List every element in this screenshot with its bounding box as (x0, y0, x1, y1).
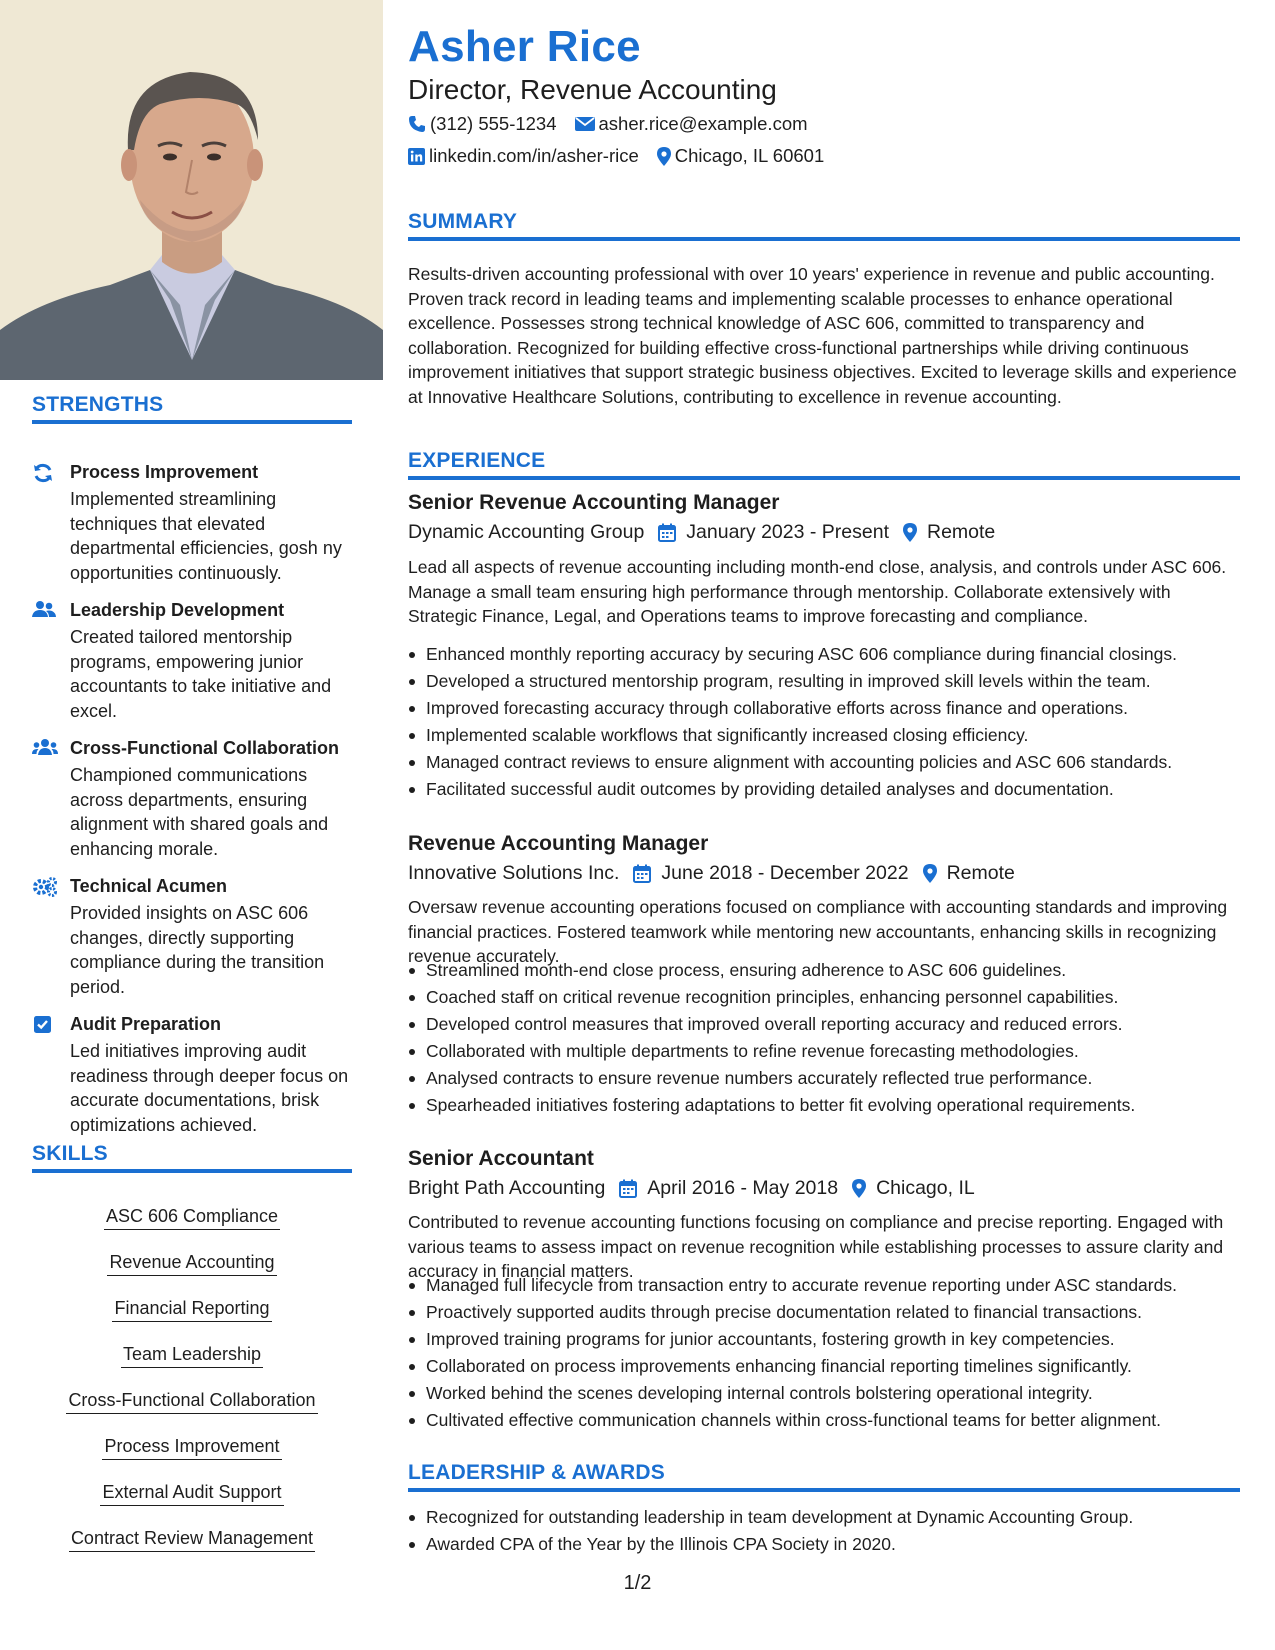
job-description: Lead all aspects of revenue accounting including month-end close, analysis, and controls under ASC 606. Manage a small team ensuring high performance through mentorship. Collaborate extensively with Strategic Finance, Legal, and Operations teams to improve forecasting and compliance. (408, 557, 1227, 626)
awards-list (408, 1504, 1240, 1558)
job-achievements (408, 957, 1240, 1119)
summary-heading: SUMMARY (408, 210, 1240, 241)
skill-item: Team Leadership (121, 1341, 263, 1368)
phone-contact[interactable] (408, 113, 557, 135)
company-name: Innovative Solutions Inc. (408, 862, 620, 884)
achievement-item: Coached staff on critical revenue recognition principles, enhancing personnel capabilities. (408, 984, 1240, 1011)
experience-heading: EXPERIENCE (408, 449, 1240, 480)
job-meta (408, 521, 1009, 544)
summary-text: Results-driven accounting professional with over 10 years' experience in revenue and public accounting. Proven track record in leading teams and implementing scalable processes to enhance operational excellence. Possesses strong technical knowledge of ASC 606, committed to transparency and collaboration. Recognized for building effective cross-functional partnerships while driving continuous improvement initiatives that support strategic business objectives. Excited to leverage skills and experience at Innovative Healthcare Solutions, contributing to excellence in revenue accounting. (408, 264, 1237, 407)
users-icon (32, 600, 56, 622)
achievement-item: Facilitated successful audit outcomes by providing detailed analyses and documentation. (408, 776, 1240, 803)
strength-title: Technical Acumen (70, 876, 228, 896)
job-location-text: Chicago, IL (876, 1177, 975, 1199)
map-pin-icon (923, 864, 937, 883)
candidate-role: Director, Revenue Accounting (408, 74, 777, 105)
contact-row (408, 145, 842, 167)
skill-item: Cross-Functional Collaboration (66, 1387, 317, 1414)
achievement-item: Proactively supported audits through precise documentation related to financial transactions. (408, 1299, 1240, 1326)
strength-description: Implemented streamlining techniques that elevated departmental efficiencies, gosh ny opportunities continuously. (70, 489, 342, 583)
gears-icon (32, 876, 56, 898)
skill-item: Financial Reporting (112, 1295, 271, 1322)
location-text: Chicago, IL 60601 (674, 145, 825, 166)
company-name: Bright Path Accounting (408, 1177, 606, 1199)
left-column (0, 0, 383, 1650)
awards-heading: LEADERSHIP & AWARDS (408, 1461, 1240, 1492)
job-title: Senior Revenue Accounting Manager (408, 491, 780, 514)
page-indicator: 1/2 (623, 1572, 652, 1594)
phone-icon (408, 115, 426, 133)
strength-title: Leadership Development (70, 600, 285, 620)
group-icon (32, 738, 56, 760)
email-contact[interactable] (575, 113, 808, 135)
achievement-item: Improved forecasting accuracy through collaborative efforts across finance and operations. (408, 695, 1240, 722)
skill-item: Process Improvement (102, 1433, 281, 1460)
achievement-item: Spearheaded initiatives fostering adaptations to better fit evolving operational requirements. (408, 1092, 1240, 1119)
skills-heading: SKILLS (32, 1142, 352, 1173)
job-location (852, 1177, 975, 1200)
job-achievements (408, 1272, 1240, 1434)
job-dates-text: April 2016 - May 2018 (647, 1177, 839, 1199)
envelope-icon (575, 116, 595, 132)
award-item: Awarded CPA of the Year by the Illinois CPA Society in 2020. (408, 1531, 1240, 1558)
job-dates (658, 521, 889, 544)
skill-item: Revenue Accounting (107, 1249, 276, 1276)
achievement-item: Analysed contracts to ensure revenue numbers accurately reflected true performance. (408, 1065, 1240, 1092)
map-pin-icon (903, 523, 917, 542)
achievement-item: Developed a structured mentorship program, resulting in improved skill levels within the team. (408, 668, 1240, 695)
job-dates-text: January 2023 - Present (686, 521, 889, 543)
job-meta (408, 1177, 989, 1200)
job-description: Oversaw revenue accounting operations focused on compliance with accounting standards and improving financial practices. Fostered teamwork while mentoring new accountants, enhancing skills in recognizing revenue accurately. (408, 897, 1228, 966)
job-location (903, 521, 995, 544)
map-pin-icon (852, 1179, 866, 1198)
job-description: Contributed to revenue accounting functions focusing on compliance and precise reporting. Engaged with various teams to assess impact on revenue recognition while establishing processes to assure clarity and accuracy in financial matters. (408, 1212, 1224, 1281)
achievement-item: Cultivated effective communication channels within cross-functional teams for better alignment. (408, 1407, 1240, 1434)
job-title: Senior Accountant (408, 1147, 594, 1170)
job-achievements (408, 641, 1240, 803)
calendar-icon (633, 864, 651, 883)
achievement-item: Improved training programs for junior accountants, fostering growth in key competencies. (408, 1326, 1240, 1353)
strength-description: Provided insights on ASC 606 changes, directly supporting compliance during the transition period. (70, 903, 325, 997)
job-location-text: Remote (927, 521, 996, 543)
achievement-item: Worked behind the scenes developing internal controls bolstering operational integrity. (408, 1380, 1240, 1407)
contact-row (408, 113, 826, 135)
candidate-name: Asher Rice (408, 22, 641, 71)
strength-description: Created tailored mentorship programs, empowering junior accountants to take initiative and excel. (70, 627, 332, 721)
strength-title: Cross-Functional Collaboration (70, 738, 340, 758)
strength-title: Process Improvement (70, 462, 259, 482)
achievement-item: Collaborated on process improvements enhancing financial reporting timelines significantly. (408, 1353, 1240, 1380)
achievement-item: Managed contract reviews to ensure alignment with accounting policies and ASC 606 standards. (408, 749, 1240, 776)
job-dates (619, 1177, 838, 1200)
strength-description: Led initiatives improving audit readiness through deeper focus on accurate documentations, brisk optimizations achieved. (70, 1041, 349, 1135)
linkedin-text: linkedin.com/in/asher-rice (429, 145, 639, 166)
skill-item: ASC 606 Compliance (104, 1203, 280, 1230)
job-title: Revenue Accounting Manager (408, 832, 709, 855)
linkedin-icon (408, 148, 425, 165)
location-contact (657, 145, 824, 167)
phone-text: (312) 555-1234 (430, 113, 557, 134)
strength-description: Championed communications across departments, ensuring alignment with shared goals and enhancing morale. (70, 765, 329, 859)
strength-title: Audit Preparation (70, 1014, 222, 1034)
email-text: asher.rice@example.com (598, 113, 808, 134)
achievement-item: Enhanced monthly reporting accuracy by securing ASC 606 compliance during financial closings. (408, 641, 1240, 668)
award-item: Recognized for outstanding leadership in team development at Dynamic Accounting Group. (408, 1504, 1240, 1531)
job-dates-text: June 2018 - December 2022 (661, 862, 909, 884)
job-dates (633, 862, 908, 885)
linkedin-contact[interactable] (408, 145, 639, 167)
skill-item: External Audit Support (100, 1479, 283, 1506)
achievement-item: Implemented scalable workflows that significantly increased closing efficiency. (408, 722, 1240, 749)
checkbox-icon (32, 1014, 56, 1036)
company-name: Dynamic Accounting Group (408, 521, 645, 543)
job-meta (408, 862, 1029, 885)
achievement-item: Developed control measures that improved overall reporting accuracy and reduced errors. (408, 1011, 1240, 1038)
job-location-text: Remote (946, 862, 1015, 884)
skill-item: Contract Review Management (69, 1525, 315, 1552)
achievement-item: Managed full lifecycle from transaction entry to accurate revenue reporting under ASC standards. (408, 1272, 1240, 1299)
refresh-icon (32, 462, 56, 484)
profile-photo (0, 0, 383, 380)
map-pin-icon (657, 147, 671, 166)
calendar-icon (619, 1179, 637, 1198)
strengths-heading: STRENGTHS (32, 393, 352, 424)
calendar-icon (658, 523, 676, 542)
achievement-item: Streamlined month-end close process, ensuring adherence to ASC 606 guidelines. (408, 957, 1240, 984)
skills-list (32, 1203, 352, 1571)
job-location (923, 862, 1015, 885)
achievement-item: Collaborated with multiple departments to refine revenue forecasting methodologies. (408, 1038, 1240, 1065)
